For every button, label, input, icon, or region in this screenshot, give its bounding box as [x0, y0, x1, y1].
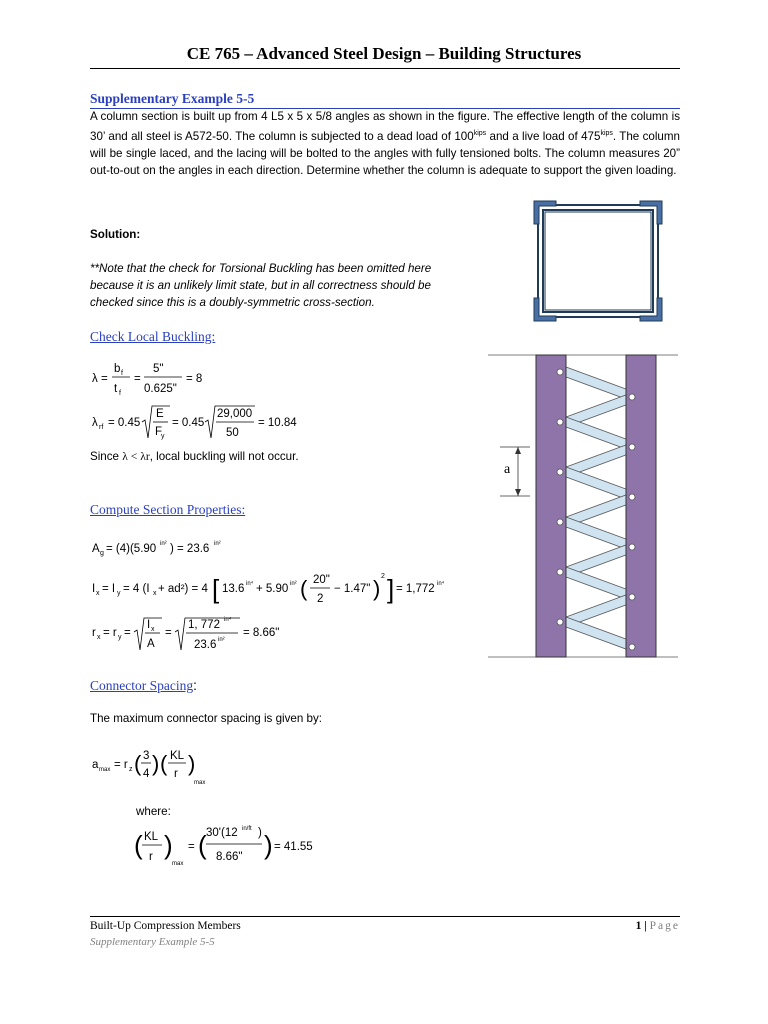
svg-text:rf: rf	[99, 424, 104, 431]
page-number: 1	[635, 920, 642, 932]
svg-text:+ ad²) = 4: + ad²) = 4	[158, 583, 208, 595]
svg-text:(: (	[160, 751, 168, 776]
svg-text:): )	[373, 576, 381, 601]
svg-text:F: F	[155, 426, 163, 438]
svg-text:= 8.66": = 8.66"	[243, 627, 280, 639]
svg-text:z: z	[129, 766, 133, 773]
section-property-equations	[90, 530, 450, 670]
svg-text:max: max	[172, 861, 184, 867]
since-label: Since	[90, 450, 120, 463]
svg-text:in⁴: in⁴	[246, 581, 254, 587]
footer-rule	[90, 916, 680, 917]
svg-text:y: y	[117, 590, 121, 597]
example-title: Supplementary Example 5-5	[90, 91, 680, 109]
svg-text:in²: in²	[214, 541, 221, 547]
svg-text:=: =	[124, 627, 131, 639]
footer-subtitle: Supplementary Example 5-5	[90, 936, 215, 948]
svg-text:t: t	[114, 383, 118, 395]
svg-text:λ: λ	[92, 417, 98, 429]
page-separator: |	[644, 920, 647, 932]
svg-text:+ 5.90: + 5.90	[256, 583, 289, 595]
problem-text-3: . The column will be single laced, and the lacing will be bolted to the angles with fully tensioned bolts. The column measures 20” out-to-out on the angles in each direction. Determine whether the column is adequate to support the given loading.	[90, 129, 680, 177]
svg-text:23.6: 23.6	[194, 639, 217, 651]
svg-text:a: a	[92, 759, 99, 771]
svg-text:max: max	[99, 767, 111, 773]
page-indicator	[600, 920, 680, 932]
svg-text:= 0.45: = 0.45	[108, 417, 141, 429]
solution-label: Solution:	[90, 228, 141, 241]
svg-text:=: =	[165, 627, 172, 639]
svg-text:x: x	[153, 590, 157, 597]
local-buckling-conclusion	[90, 450, 299, 463]
connector-spacing-heading	[90, 678, 197, 694]
page-word: Page	[649, 920, 680, 932]
svg-text:(: (	[300, 576, 308, 601]
svg-text:3: 3	[143, 750, 150, 762]
svg-text:= r: = r	[103, 627, 117, 639]
section-properties-heading: Compute Section Properties:	[90, 502, 246, 517]
problem-text-2: and a live load of 475	[486, 129, 601, 143]
svg-text:(: (	[198, 830, 207, 860]
svg-text:y: y	[118, 634, 122, 641]
svg-text:x: x	[151, 626, 155, 633]
svg-text:= (4)(5.90: = (4)(5.90	[106, 543, 157, 555]
local-buckling-heading: Check Local Buckling:	[90, 329, 216, 344]
where-label: where:	[136, 805, 171, 818]
svg-text:r: r	[174, 768, 178, 780]
svg-text:λ =: λ =	[92, 373, 108, 385]
svg-text:30'(12: 30'(12	[206, 827, 238, 839]
svg-text:): )	[264, 830, 273, 860]
svg-text:= r: = r	[114, 759, 128, 771]
svg-text:]: ]	[387, 574, 395, 604]
svg-text:in²: in²	[218, 637, 225, 643]
svg-text:KL: KL	[170, 750, 185, 762]
kl-r-equation	[134, 820, 334, 874]
problem-text-1: A column section is built up from 4 L5 x 5 x 5/8 angles as shown in the figure. The effective length of the column is 30’ and all steel is A572-50. The column is subjected to a dead load of 100	[90, 110, 680, 143]
kips-superscript: kips	[600, 130, 613, 137]
svg-text:in²: in²	[290, 581, 297, 587]
svg-text:= 8: = 8	[186, 373, 203, 385]
svg-text:=: =	[188, 841, 195, 853]
svg-text:8.66": 8.66"	[216, 851, 243, 863]
svg-text:13.6: 13.6	[222, 583, 245, 595]
problem-statement	[90, 108, 680, 179]
svg-text:g: g	[100, 550, 104, 557]
svg-text:) = 23.6: ) = 23.6	[170, 543, 210, 555]
svg-text:2: 2	[317, 593, 324, 605]
svg-text:): )	[164, 830, 173, 860]
connector-spacing-colon: :	[193, 678, 197, 693]
document-header: CE 765 – Advanced Steel Design – Building Structures	[186, 44, 582, 63]
svg-text:(: (	[134, 830, 143, 860]
svg-text:in²: in²	[160, 541, 167, 547]
svg-text:r: r	[149, 851, 153, 863]
svg-text:2: 2	[381, 573, 385, 580]
svg-text:1, 772: 1, 772	[188, 619, 220, 631]
svg-text:= I: = I	[102, 583, 116, 595]
svg-text:− 1.47": − 1.47"	[334, 583, 371, 595]
svg-text:y: y	[161, 433, 165, 440]
svg-text:29,000: 29,000	[217, 408, 253, 420]
svg-text:in⁴: in⁴	[224, 617, 232, 623]
dimension-a-label: a	[504, 462, 511, 477]
svg-text:I: I	[92, 583, 96, 595]
svg-text:r: r	[92, 627, 96, 639]
svg-text:4: 4	[143, 768, 150, 780]
svg-text:): )	[188, 751, 196, 776]
max-spacing-equation	[90, 740, 250, 790]
svg-text:[: [	[212, 574, 220, 604]
svg-text:=: =	[134, 373, 141, 385]
svg-text:20": 20"	[313, 574, 330, 586]
svg-text:(: (	[134, 751, 142, 776]
since-tail: , local buckling will not occur.	[149, 450, 299, 463]
svg-text:0.625": 0.625"	[144, 383, 177, 395]
svg-text:x: x	[96, 590, 100, 597]
svg-text:5": 5"	[153, 363, 164, 375]
footer-title: Built-Up Compression Members	[90, 920, 241, 932]
kips-superscript: kips	[473, 130, 487, 137]
svg-text:in⁴: in⁴	[437, 581, 445, 587]
since-relation: λ < λr	[122, 450, 150, 463]
svg-text:E: E	[156, 408, 164, 420]
svg-text:max: max	[194, 780, 206, 786]
svg-text:= 4 (I: = 4 (I	[123, 583, 150, 595]
svg-text:in/ft: in/ft	[242, 826, 252, 832]
svg-text:A: A	[147, 638, 155, 650]
header-rule	[90, 68, 680, 69]
svg-text:= 1,772: = 1,772	[396, 583, 435, 595]
svg-text:= 41.55: = 41.55	[274, 841, 313, 853]
svg-text:f: f	[119, 390, 121, 397]
svg-text:= 0.45: = 0.45	[172, 417, 205, 429]
svg-text:KL: KL	[144, 831, 159, 843]
svg-text:x: x	[97, 634, 101, 641]
svg-text:I: I	[147, 619, 151, 631]
svg-text:b: b	[114, 363, 121, 375]
svg-text:= 10.84: = 10.84	[258, 417, 297, 429]
svg-text:): )	[152, 751, 160, 776]
cross-section-figure	[528, 200, 668, 322]
laced-column-figure	[488, 347, 678, 667]
slenderness-equations	[90, 360, 420, 448]
solution-note: **Note that the check for Torsional Buckling has been omitted here because it is an unlikely limit state, but in all correctness should be checked since this is a doubly-symmetric cross-section.	[90, 262, 432, 309]
svg-text:): )	[258, 827, 262, 839]
svg-text:f: f	[121, 370, 123, 377]
svg-text:A: A	[92, 543, 100, 555]
connector-spacing-title: Connector Spacing	[90, 678, 194, 693]
max-spacing-intro: The maximum connector spacing is given by:	[90, 712, 322, 725]
svg-text:50: 50	[226, 427, 239, 439]
